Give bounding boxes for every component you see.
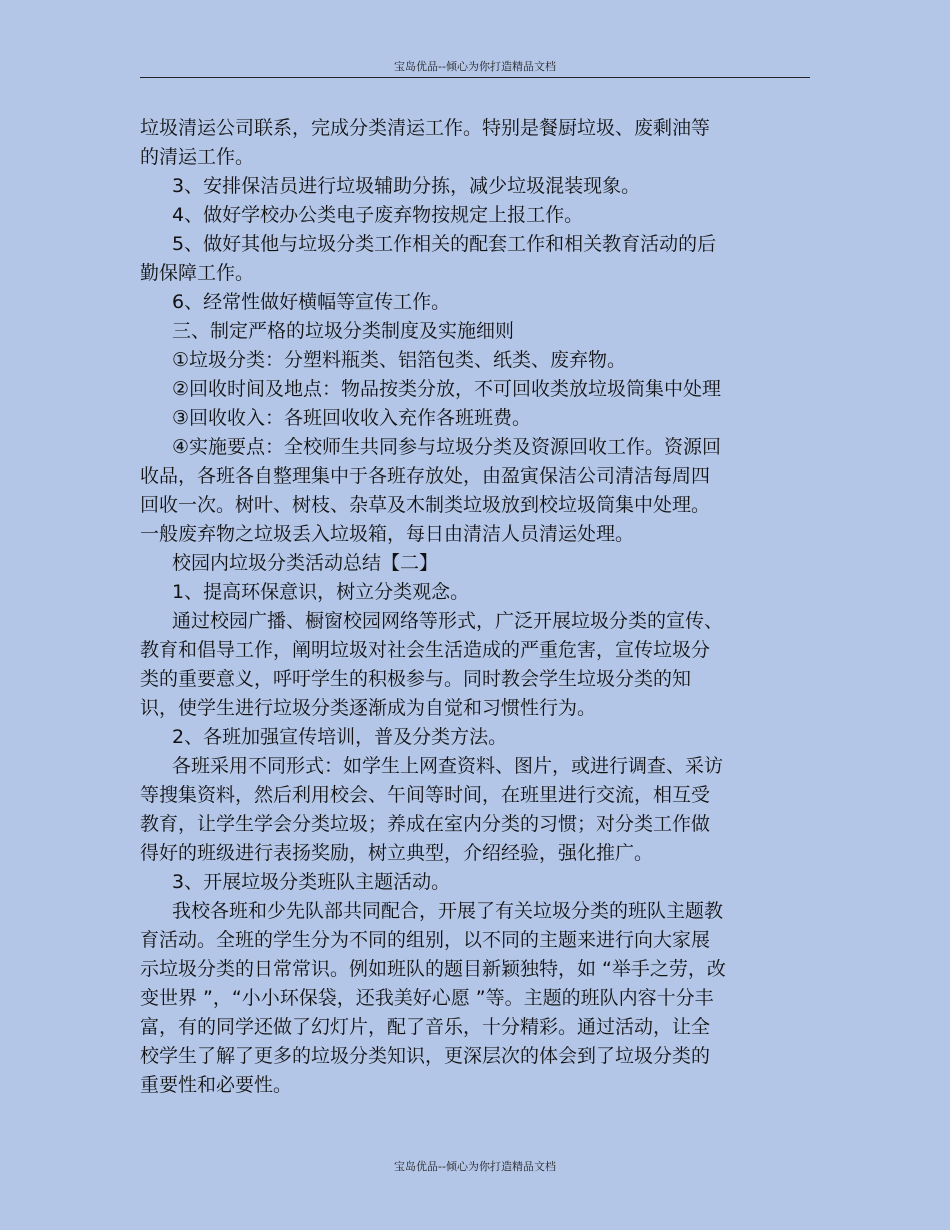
text-line: 校园内垃圾分类活动总结【二】	[172, 552, 439, 574]
text-line: 等搜集资料，然后利用校会、午间等时间，在班里进行交流，相互受	[140, 784, 711, 806]
text-line: ①垃圾分类：分塑料瓶类、铝箔包类、纸类、废弃物。	[172, 349, 627, 371]
text-line: 示垃圾分类的日常常识。例如班队的题目新颖独特，如 “举手之劳，改	[140, 958, 726, 980]
text-line: 教育和倡导工作，阐明垃圾对社会生活造成的严重危害，宣传垃圾分	[140, 639, 711, 661]
text-line: 校学生了解了更多的垃圾分类知识，更深层次的体会到了垃圾分类的	[140, 1045, 711, 1067]
text-line: 3、开展垃圾分类班队主题活动。	[172, 871, 451, 893]
text-line: 的清运工作。	[140, 146, 255, 168]
text-line: 一般废弃物之垃圾丢入垃圾箱，每日由清洁人员清运处理。	[140, 523, 635, 545]
text-line: 勤保障工作。	[140, 262, 255, 284]
text-line: ②回收时间及地点：物品按类分放，不可回收类放垃圾筒集中处理	[172, 378, 722, 400]
text-line: 得好的班级进行表扬奖励，树立典型，介绍经验，强化推广。	[140, 842, 654, 864]
text-line: ④实施要点：全校师生共同参与垃圾分类及资源回收工作。资源回	[172, 436, 722, 458]
text-line: 识，使学生进行垃圾分类逐渐成为自觉和习惯性行为。	[140, 697, 597, 719]
page-header: 宝岛优品--倾心为你打造精品文档	[394, 60, 556, 73]
text-line: 变世界 ”，“小小环保袋，还我美好心愿 ”等。主题的班队内容十分丰	[140, 987, 714, 1009]
text-line: 三、制定严格的垃圾分类制度及实施细则	[172, 320, 515, 342]
text-line: 6、经常性做好横幅等宣传工作。	[172, 291, 451, 313]
text-line: 收品，各班各自整理集中于各班存放处，由盈寅保洁公司清洁每周四	[140, 465, 711, 487]
text-line: 4、做好学校办公类电子废弃物按规定上报工作。	[172, 204, 584, 226]
text-line: ③回收收入：各班回收收入充作各班班费。	[172, 407, 532, 429]
page-footer: 宝岛优品--倾心为你打造精品文档	[394, 1160, 556, 1173]
text-line: 教育，让学生学会分类垃圾；养成在室内分类的习惯；对分类工作做	[140, 813, 711, 835]
header-rule	[140, 77, 810, 78]
document-body	[140, 114, 810, 1100]
text-line: 2、各班加强宣传培训，普及分类方法。	[172, 726, 508, 748]
text-line: 类的重要意义，呼吁学生的积极参与。同时教会学生垃圾分类的知	[140, 668, 692, 690]
text-line: 1、提高环保意识，树立分类观念。	[172, 581, 470, 603]
text-line: 重要性和必要性。	[140, 1074, 293, 1096]
text-line: 我校各班和少先队部共同配合，开展了有关垃圾分类的班队主题教	[172, 900, 724, 922]
text-line: 富，有的同学还做了幻灯片，配了音乐，十分精彩。通过活动，让全	[140, 1016, 711, 1038]
text-line: 育活动。全班的学生分为不同的组别，以不同的主题来进行向大家展	[140, 929, 711, 951]
text-line: 3、安排保洁员进行垃圾辅助分拣，减少垃圾混装现象。	[172, 175, 641, 197]
text-line: 垃圾清运公司联系，完成分类清运工作。特别是餐厨垃圾、废剩油等	[140, 117, 711, 139]
text-line: 通过校园广播、橱窗校园网络等形式，广泛开展垃圾分类的宣传、	[172, 610, 724, 632]
text-line: 5、做好其他与垃圾分类工作相关的配套工作和相关教育活动的后	[172, 233, 717, 255]
text-line: 各班采用不同形式：如学生上网查资料、图片，或进行调查、采访	[172, 755, 724, 777]
text-line: 回收一次。树叶、树枝、杂草及木制类垃圾放到校垃圾筒集中处理。	[140, 494, 711, 516]
